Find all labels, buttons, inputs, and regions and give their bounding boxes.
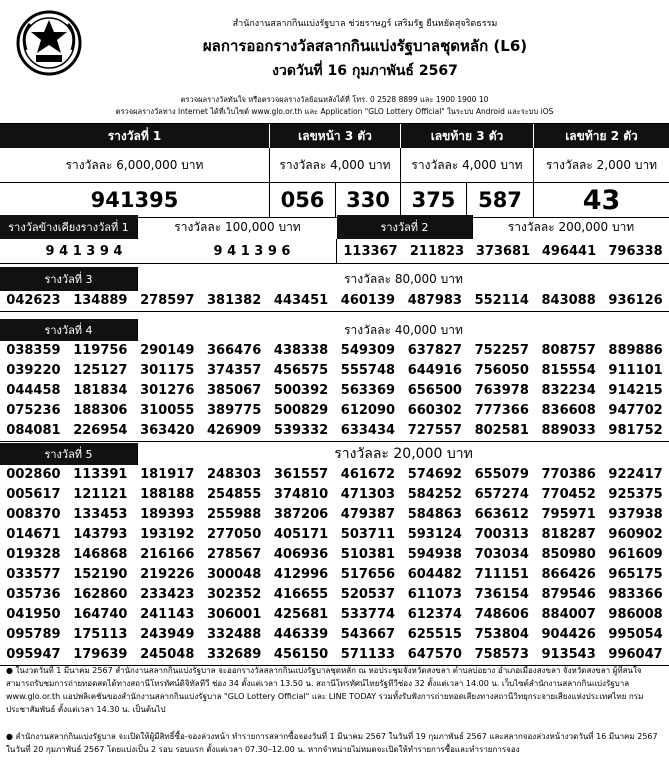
prize-number: 361557 (273, 467, 329, 482)
prize-number: 042623 (6, 293, 61, 308)
second-prize-number: 373681 (475, 243, 531, 259)
near-first-number: 9 4 1 3 9 4 (45, 243, 123, 259)
prize-number: 125127 (73, 363, 128, 378)
prize-number: 175113 (73, 627, 128, 642)
fifth-prize-section (0, 443, 669, 666)
fifth-prize-amount: รางวัลละ 20,000 บาท (334, 446, 473, 462)
prize-number: 533774 (340, 607, 396, 622)
prize-number: 543667 (340, 627, 396, 642)
prize-number: 179639 (73, 647, 128, 662)
prize-number: 961609 (608, 547, 663, 562)
prize-number: 387206 (273, 507, 329, 522)
prize-number: 736154 (474, 587, 529, 602)
last2-label: เลขท้าย 2 ตัว (565, 128, 638, 143)
prize-number: 363420 (140, 423, 195, 438)
prize-number: 520537 (340, 587, 396, 602)
prize-number: 332488 (207, 627, 262, 642)
prize-number: 487983 (407, 293, 462, 308)
prize-number: 753804 (474, 627, 529, 642)
prize-number: 913543 (541, 647, 596, 662)
prize-number: 818287 (541, 527, 596, 542)
prize-number: 277050 (207, 527, 262, 542)
prize-number: 657274 (474, 487, 529, 502)
second-prize-amount: รางวัลละ 200,000 บาท (507, 219, 635, 234)
prize-number: 385067 (207, 383, 262, 398)
page-title: ผลการออกรางวัลสลากกินแบ่งรัฐบาลชุดหลัก (L6) (202, 37, 528, 55)
prize-number: 310055 (140, 403, 195, 418)
header (0, 0, 669, 120)
prize-number: 937938 (608, 507, 663, 522)
third-prize-label: รางวัลที่ 3 (0, 267, 138, 291)
prize-number: 510381 (340, 547, 396, 562)
prize-number: 255988 (207, 507, 262, 522)
prize-number: 460139 (340, 293, 396, 308)
prize-number: 549309 (340, 343, 396, 358)
prize-number: 503711 (340, 527, 396, 542)
last2-amount: รางวัลละ 2,000 บาท (545, 157, 658, 172)
near-first-number: 9 4 1 3 9 6 (168, 239, 337, 263)
prize-number: 947702 (608, 403, 663, 418)
prize-number: 808757 (541, 343, 596, 358)
prize-number: 995054 (608, 627, 663, 642)
third-prize-numbers (0, 291, 669, 312)
prize-number: 594938 (407, 547, 462, 562)
prize-number: 647570 (407, 647, 462, 662)
agency-slogan: สำนักงานสลากกินแบ่งรัฐบาล ช่วยราษฎร์ เสริมรัฐ ยืนหยัดสุจริตธรรม (232, 19, 498, 29)
prize-number: 226954 (73, 423, 128, 438)
last3-label: เลขท้าย 3 ตัว (401, 124, 534, 148)
prize-number: 795971 (541, 507, 596, 522)
prize-number: 446339 (273, 627, 329, 642)
top-prizes (0, 123, 669, 218)
prize-number: 278567 (207, 547, 262, 562)
prize-number: 188188 (140, 487, 195, 502)
prize-number: 301175 (140, 363, 195, 378)
prize-number: 584252 (407, 487, 462, 502)
prize-number: 301276 (140, 383, 195, 398)
prize-number: 777366 (474, 403, 529, 418)
prize-number: 033577 (6, 567, 61, 582)
prize-number: 412996 (273, 567, 329, 582)
prize-number: 703034 (474, 547, 529, 562)
prize-number: 763978 (474, 383, 529, 398)
prize-number: 019328 (6, 547, 61, 562)
prize-number: 381382 (207, 293, 262, 308)
last3-number: 587 (467, 183, 534, 217)
prize-number: 233423 (140, 587, 195, 602)
last3-number: 375 (401, 183, 467, 217)
prize-number: 389775 (207, 403, 262, 418)
check-internet-info: ตรวจผลรางวัลทาง Internet ได้ที่เว็บไซต์ www.glo.or.th และ Application "GLO Lottery Official" ในระบบ Android และระบบ iOS (115, 107, 554, 116)
prize-number: 612374 (407, 607, 462, 622)
prize-number: 044458 (6, 383, 61, 398)
prize-number: 005617 (6, 487, 61, 502)
footnote-booking: ● สำนักงานสลากกินแบ่งรัฐบาล จะเปิดให้ผู้มีสิทธิ์ซื้อ-จองล่วงหน้า ทำรายการสลากซื้อจองวันที่ 1 มีนาคม 2567 ในวันที่ 19 กุมภาพันธ์ 2567 และสลากจองล่วงหน้างวดวันที่ 16 มีนาคม 2567 ในวันที่ 20 กุมภาพันธ์ 2567 โดยแบ่งเป็น 2 รอบ รอบแรก ตั้งแต่เวลา 07.30–12.00 น. หากจำหน่ายไม่หมดจะเปิดให้ทำรายการซื้อและทำรายการจอง (6, 732, 658, 754)
prize-number: 571133 (340, 647, 396, 662)
prize-number: 456575 (273, 363, 329, 378)
prize-number: 936126 (608, 293, 663, 308)
third-prize-amount: รางวัลละ 80,000 บาท (344, 271, 463, 286)
first-prize-amount: รางวัลละ 6,000,000 บาท (0, 148, 270, 182)
prize-number: 884007 (541, 607, 596, 622)
prize-number: 416655 (273, 587, 329, 602)
prize-number: 748606 (474, 607, 529, 622)
prize-number: 965175 (608, 567, 663, 582)
prize-number: 366476 (207, 343, 262, 358)
prize-number: 035736 (6, 587, 61, 602)
prize-number: 248303 (207, 467, 262, 482)
prize-number: 625515 (407, 627, 462, 642)
fourth-prize-section (0, 319, 669, 442)
prize-number: 866426 (541, 567, 596, 582)
near-first-label: รางวัลข้างเคียงรางวัลที่ 1 (0, 215, 138, 239)
prize-number: 008370 (6, 507, 61, 522)
second-prize-label: รางวัลที่ 2 (337, 215, 473, 239)
front3-label: เลขหน้า 3 ตัว (270, 124, 401, 148)
prize-number: 584863 (407, 507, 462, 522)
prize-number: 637827 (407, 343, 462, 358)
prize-number: 302352 (207, 587, 262, 602)
prize-number: 243949 (140, 627, 195, 642)
prize-number: 960902 (608, 527, 663, 542)
prize-number: 656500 (407, 383, 462, 398)
prize-number: 700313 (474, 527, 529, 542)
prize-number: 146868 (73, 547, 128, 562)
prize-number: 770386 (541, 467, 596, 482)
prize-number: 996047 (608, 647, 663, 662)
prize-number: 517656 (340, 567, 396, 582)
prize-number: 479387 (340, 507, 396, 522)
prize-number: 278597 (140, 293, 195, 308)
prize-number: 756050 (474, 363, 529, 378)
front3-number: 330 (336, 183, 401, 217)
prize-number: 290149 (140, 343, 195, 358)
prize-number: 181917 (140, 467, 195, 482)
prize-number: 075236 (6, 403, 61, 418)
prize-number: 752257 (474, 343, 529, 358)
government-lottery-emblem-icon (16, 10, 82, 76)
prize-number: 904426 (541, 627, 596, 642)
prize-number: 162860 (73, 587, 128, 602)
prize-number: 438338 (273, 343, 329, 358)
prize-number: 500829 (273, 403, 329, 418)
prize-number: 254855 (207, 487, 262, 502)
prize-number: 500392 (273, 383, 329, 398)
prize-number: 552114 (474, 293, 529, 308)
prize-number: 405171 (273, 527, 329, 542)
near-first-amount: รางวัลละ 100,000 บาท (174, 219, 301, 234)
prize-number: 879546 (541, 587, 596, 602)
front3-amount: รางวัลละ 4,000 บาท (270, 148, 401, 182)
last3-amount: รางวัลละ 4,000 บาท (401, 148, 534, 182)
prize-number: 555748 (340, 363, 396, 378)
prize-number: 164740 (73, 607, 128, 622)
check-phone-info: ตรวจผลรางวัลทันใจ หรือตรวจผลรางวัลย้อนหลังได้ที่ โทร. 0 2528 8899 และ 1900 1900 10 (180, 95, 489, 104)
prize-number: 300048 (207, 567, 262, 582)
prize-number: 152190 (73, 567, 128, 582)
prize-number: 095789 (6, 627, 61, 642)
first-prize-number: 941395 (0, 183, 270, 217)
prize-number: 133453 (73, 507, 128, 522)
prize-number: 134889 (73, 293, 128, 308)
prize-number: 374357 (207, 363, 262, 378)
prize-number: 850980 (541, 547, 596, 562)
prize-number: 889033 (541, 423, 596, 438)
prize-number: 456150 (273, 647, 329, 662)
prize-number: 425681 (273, 607, 329, 622)
prize-number: 986008 (608, 607, 663, 622)
prize-number: 593124 (407, 527, 462, 542)
prize-number: 660302 (407, 403, 462, 418)
prize-number: 758573 (474, 647, 529, 662)
prize-number: 633434 (340, 423, 396, 438)
prize-number: 471303 (340, 487, 396, 502)
prize-number: 611073 (407, 587, 462, 602)
prize-number: 306001 (207, 607, 262, 622)
prize-number: 612090 (340, 403, 396, 418)
prize-number: 245048 (140, 647, 195, 662)
second-prize-number: 496441 (541, 243, 597, 259)
second-prize-number: 113367 (343, 243, 398, 259)
prize-number: 563369 (340, 383, 396, 398)
prize-number: 188306 (73, 403, 128, 418)
prize-number: 241143 (140, 607, 195, 622)
near-first-second (0, 215, 669, 264)
fourth-prize-label: รางวัลที่ 4 (0, 319, 138, 341)
prize-number: 914215 (608, 383, 663, 398)
prize-number: 539332 (273, 423, 329, 438)
second-prize-number: 211823 (409, 243, 465, 259)
prize-number: 113391 (73, 467, 128, 482)
prize-number: 832234 (541, 383, 596, 398)
prize-number: 443451 (273, 293, 329, 308)
prize-number: 084081 (6, 423, 61, 438)
prize-number: 983366 (608, 587, 663, 602)
prize-number: 119756 (73, 343, 128, 358)
prize-number: 332689 (207, 647, 262, 662)
prize-number: 802581 (474, 423, 529, 438)
prize-number: 644916 (407, 363, 462, 378)
prize-number: 216166 (140, 547, 195, 562)
prize-number: 574692 (407, 467, 462, 482)
prize-number: 836608 (541, 403, 596, 418)
prize-number: 095947 (6, 647, 61, 662)
prize-number: 219226 (140, 567, 195, 582)
front3-number: 056 (270, 183, 336, 217)
footnote-broadcast: ● ในงวดวันที่ 1 มีนาคม 2567 สำนักงานสลากกินแบ่งรัฐบาล จะออกรางวัลสลากกินแบ่งรัฐบาลชุดหลัก ณ หอประชุมจังหวัดสงขลา ตำบลบ่อยาง อำเภอเมืองสงขลา จังหวัดสงขลา ผู้ที่สนใจสามารถรับชมการถ่ายทอดสดได้ทางสถานีโทรทัศน์ดิจิทัลทีวี ช่อง 34 ตั้งแต่เวลา 13.50 น. สถานีโทรทัศน์ไทยรัฐทีวีช่อง 32 ตั้งแต่เวลา 14.00 น. เว็บไซต์สำนักงานสลากกินแบ่งรัฐบาล www.glo.or.th แอปพลิเคชันของสำนักงานสลากกินแบ่งรัฐบาล "GLO Lottery Official" และ LINE TODAY รวมทั้งรับฟังการถ่ายทอดเสียงทางสถานีวิทยุกระจายเสียงแห่งประเทศไทย กรมประชาสัมพันธ์ ตั้งแต่เวลา 14.30 น. เป็นต้นไป (6, 666, 644, 714)
fourth-prize-numbers (0, 341, 669, 442)
prize-number: 925375 (608, 487, 663, 502)
prize-number: 014671 (6, 527, 61, 542)
prize-number: 461672 (340, 467, 396, 482)
prize-number: 041950 (6, 607, 61, 622)
prize-number: 770452 (541, 487, 596, 502)
prize-number: 981752 (608, 423, 663, 438)
prize-number: 039220 (6, 363, 61, 378)
fifth-prize-label: รางวัลที่ 5 (0, 443, 138, 465)
prize-number: 663612 (474, 507, 529, 522)
prize-number: 911101 (608, 363, 663, 378)
prize-number: 604482 (407, 567, 462, 582)
prize-number: 181834 (73, 383, 128, 398)
prize-number: 374810 (273, 487, 329, 502)
second-prize-number: 796338 (608, 243, 663, 259)
prize-number: 406936 (273, 547, 329, 562)
prize-number: 121121 (73, 487, 128, 502)
last2-number: 43 (582, 184, 621, 216)
prize-number: 889886 (608, 343, 663, 358)
prize-number: 189393 (140, 507, 195, 522)
prize-number: 193192 (140, 527, 195, 542)
prize-number: 426909 (207, 423, 262, 438)
prize-number: 143793 (73, 527, 128, 542)
prize-number: 002860 (6, 467, 61, 482)
first-prize-label: รางวัลที่ 1 (0, 124, 270, 148)
prize-number: 727557 (407, 423, 462, 438)
prize-number: 843088 (541, 293, 596, 308)
prize-number: 815554 (541, 363, 596, 378)
prize-number: 038359 (6, 343, 61, 358)
third-prize-section (0, 267, 669, 312)
prize-number: 711151 (474, 567, 529, 582)
prize-number: 922417 (608, 467, 663, 482)
fourth-prize-amount: รางวัลละ 40,000 บาท (344, 322, 463, 337)
draw-date: งวดวันที่ 16 กุมภาพันธ์ 2567 (272, 63, 458, 79)
prize-number: 655079 (474, 467, 529, 482)
fifth-prize-numbers (0, 465, 669, 666)
